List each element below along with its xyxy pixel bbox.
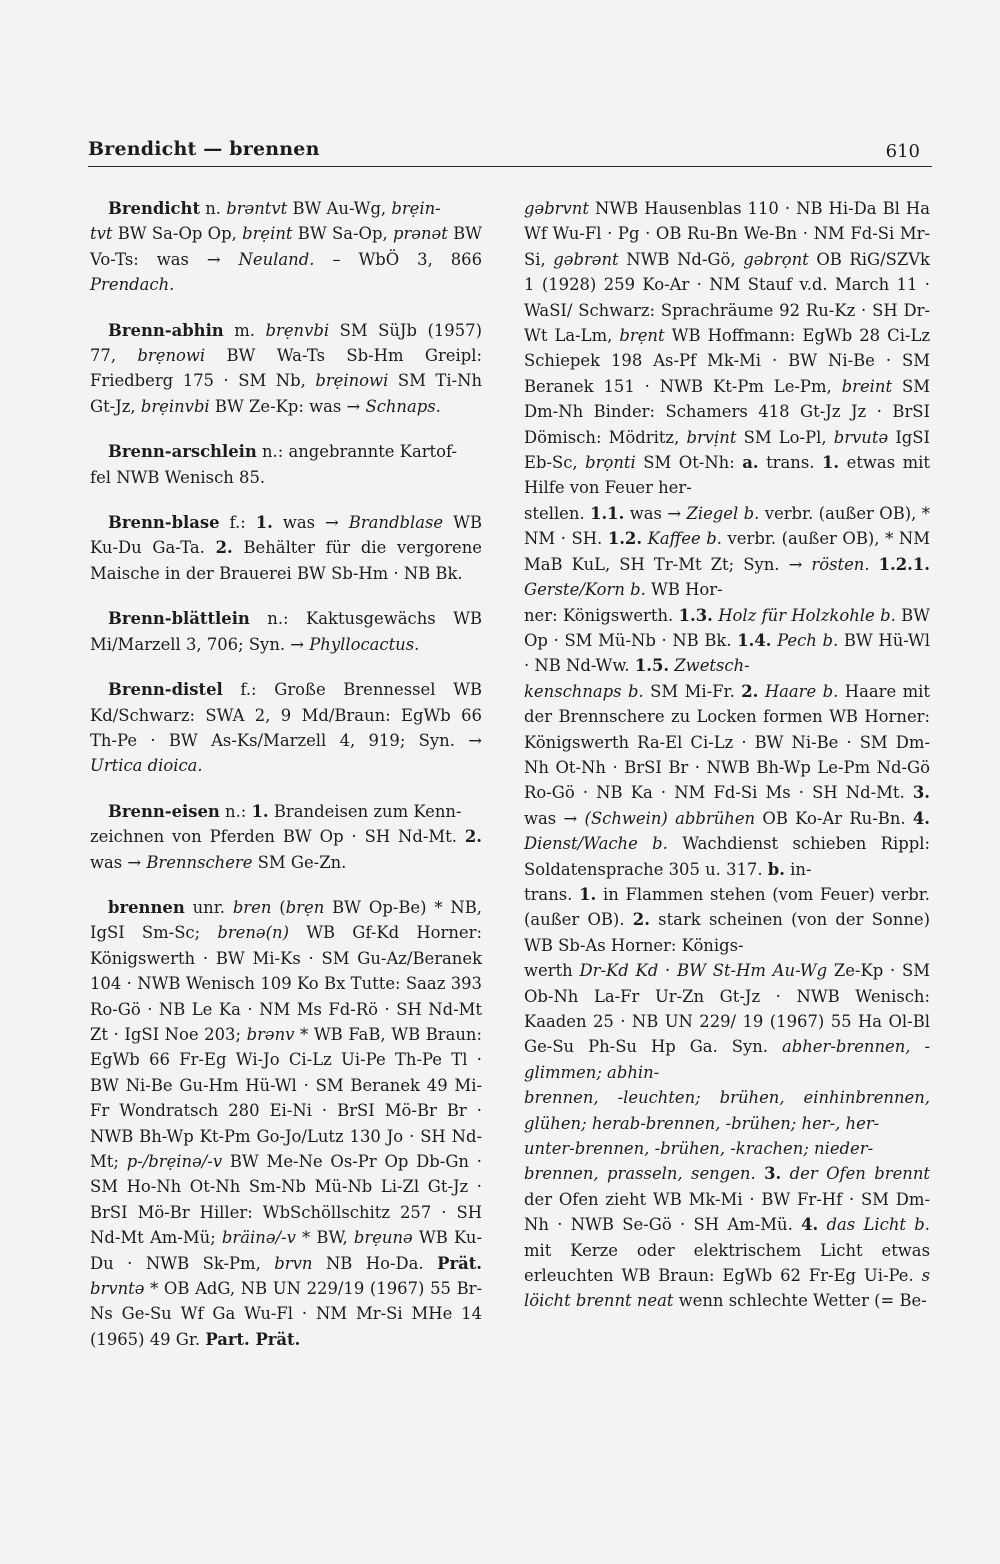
- entry-headword: Brenn-abhin: [108, 320, 224, 340]
- entry-body: n.: Kaktusgewächs WB Mi/Marzell 3, 706; Syn. → Phyllocactus.: [90, 609, 482, 654]
- entry-brenn-arschlein: [90, 439, 482, 490]
- entry-headword: Brenn-blase: [108, 513, 220, 533]
- entry-body: unr. bren (brẹn BW Op-Be) * NB, IgSI Sm-Sc; brenə(n) WB Gf-Kd Horner: Königswerth · BW Mi-Ks · SM Gu-Az/Beranek 104 · NWB Wenisch 109 Ko Bx Tutte: Saaz 393 Ro-Gö · NB Le Ka · NM Ms Fd-Rö · SH Nd-Mt Zt · IgSI Noe 203; brənv * WB FaB, WB Braun: EgWb 66 Fr-Eg Wi-Jo Ci-Lz Ui-Pe Th-Pe Tl · BW Ni-Be Gu-Hm Hü-Wl · SM Beranek 49 Mi-Fr Wondratsch 280 Ei-Ni · BrSI Mö-Br Br · NWB Bh-Wp Kt-Pm Go-Jo/Lutz 130 Jo · SH Nd-Mt; p-/brẹinə/-v BW Me-Ne Os-Pr Op Db-Gn · SM Ho-Nh Ot-Nh Sm-Nb Mü-Nb Li-Zl Gt-Jz · BrSI Mö-Br Hiller: WbSchöllschitz 257 · SH Nd-Mt Am-Mü; bräinə/-v * BW, brẹunə WB Ku-Du · NWB Sk-Pm, brvn NB Ho-Da. Prät. brvntə * OB AdG, NB UN 229/19 (1967) 55 Br-Ns Ge-Su Wf Ga Wu-Fl · NM Mr-Si MHe 14 (1965) 49 Gr. Part. Prät.: [90, 897, 483, 1349]
- entry-headword: brennen: [108, 897, 185, 917]
- entry-body: f.: 1. was → Brandblase WB Ku-Du Ga-Ta. 2. Behälter für die vergorene Maische in der Brauerei BW Sb-Hm · NB Bk.: [90, 513, 482, 583]
- entry-brenn-abhin: [90, 318, 482, 420]
- right-column: [524, 196, 930, 1314]
- entry-headword: Brenn-eisen: [108, 801, 220, 821]
- page-number: 610: [885, 141, 920, 162]
- entry-body: n.: 1. Brandeisen zum Kenn- zeichnen von Pferden BW Op · SH Nd-Mt. 2. was → Brennschere SM Ge-Zn.: [90, 801, 482, 872]
- entry-brendicht: [90, 196, 482, 298]
- entry-brennen: [90, 895, 482, 1352]
- entry-headword: Brenn-blättlein: [108, 609, 250, 629]
- entry-body: n. brəntvt BW Au-Wg, brẹin- tvt BW Sa-Op Op, brẹint BW Sa-Op, prənət BW Vo-Ts: was → Neuland. – WbÖ 3, 866 Prendach.: [90, 199, 483, 295]
- entry-body: f.: Große Brennessel WB Kd/Schwarz: SWA 2, 9 Md/Braun: EgWb 66 Th-Pe · BW As-Ks/Marzell 4, 919; Syn. → Urtica dioica.: [90, 680, 482, 776]
- entry-brenn-eisen: [90, 799, 482, 875]
- entry-headword: Brenn-arschlein: [108, 442, 257, 462]
- left-column: [90, 196, 482, 1372]
- entry-headword: Brendicht: [108, 199, 201, 218]
- entry-brenn-blase: [90, 510, 482, 586]
- entry-body: n.: angebrannte Kartof- fel NWB Wenisch 85.: [90, 442, 458, 487]
- entry-brenn-distel: [90, 677, 482, 779]
- page-header: [88, 136, 932, 167]
- entry-headword: Brenn-distel: [108, 680, 223, 700]
- entry-brennen-continued: gəbrvnt NWB Hausenblas 110 · NB Hi-Da Bl Ha Wf Wu-Fl · Pg · OB Ru-Bn We-Bn · NM Fd-Si Mr-Si, gəbrənt NWB Nd-Gö, gəbrọnt OB RiG/SZVk 1 (1928) 259 Ko-Ar · NM Stauf v.d. March 11 · WaSI/ Schwarz: Sprachräume 92 Ru-Kz · SH Dr-Wt La-Lm, brẹnt WB Hoffmann: EgWb 28 Ci-Lz Schiepek 198 As-Pf Mk-Mi · BW Ni-Be · SM Beranek 151 · NWB Kt-Pm Le-Pm, breint SM Dm-Nh Binder: Schamers 418 Gt-Jz Jz · BrSI Dömisch: Mödritz, brvịnt SM Lo-Pl, brvutə IgSI Eb-Sc, brọnti SM Ot-Nh: a. trans. 1. etwas mit Hilfe von Feuer her- stellen. 1.1. was → Ziegel b. verbr. (außer OB), * NM · SH. 1.2. Kaffee b. verbr. (außer OB), * NM MaB KuL, SH Tr-Mt Zt; Syn. → rösten. 1.2.1. Gerste/Korn b. WB Hor- ner: Königswerth. 1.3. Holz für Holzkohle b. BW Op · SM Mü-Nb · NB Bk. 1.4. Pech b. BW Hü-Wl · NB Nd-Ww. 1.5. Zwetsch- kenschnaps b. SM Mi-Fr. 2. Haare b. Haare mit der Brennschere zu Locken formen WB Horner: Königswerth Ra-El Ci-Lz · BW Ni-Be · SM Dm-Nh Ot-Nh · BrSI Br · NWB Bh-Wp Le-Pm Nd-Gö Ro-Gö · NB Ka · NM Fd-Si Ms · SH Nd-Mt. 3. was → (Schwein) abbrühen OB Ko-Ar Ru-Bn. 4. Dienst/Wache b. Wachdienst schieben Rippl: Soldatensprache 305 u. 317. b. in- trans. 1. in Flammen stehen (vom Feuer) verbr. (außer OB). 2. stark scheinen (von der Sonne) WB Sb-As Horner: Königs- werth Dr-Kd Kd · BW St-Hm Au-Wg Ze-Kp · SM Ob-Nh La-Fr Ur-Zn Gt-Jz · NWB Wenisch: Kaaden 25 · NB UN 229/ 19 (1967) 55 Ha Ol-Bl Ge-Su Ph-Su Hp Ga. Syn. abher-brennen, -glimmen; abhin- brennen, -leuchten; brühen, einhinbrennen, glühen; herab-brennen, -brühen; her-, her- unter-brennen, -brühen, -krachen; nieder- brennen, prasseln, sengen. 3. der Ofen brennt der Ofen zieht WB Mk-Mi · BW Fr-Hf · SM Dm-Nh · NWB Se-Gö · SH Am-Mü. 4. das Licht b. mit Kerze oder elektrischem Licht etwas erleuchten WB Braun: EgWb 62 Fr-Eg Ui-Pe. s löicht brennt neat wenn schlechte Wetter (= Be-: [524, 199, 931, 1311]
- running-head: Brendicht — brennen: [88, 138, 320, 160]
- entry-brenn-blaettlein: [90, 606, 482, 657]
- entry-body: m. brẹnvbi SM SüJb (1957) 77, brẹnowi BW Wa-Ts Sb-Hm Greipl: Friedberg 175 · SM Nb, brẹinowi SM Ti-Nh Gt-Jz, brẹinvbi BW Ze-Kp: was → Schnaps.: [90, 320, 483, 416]
